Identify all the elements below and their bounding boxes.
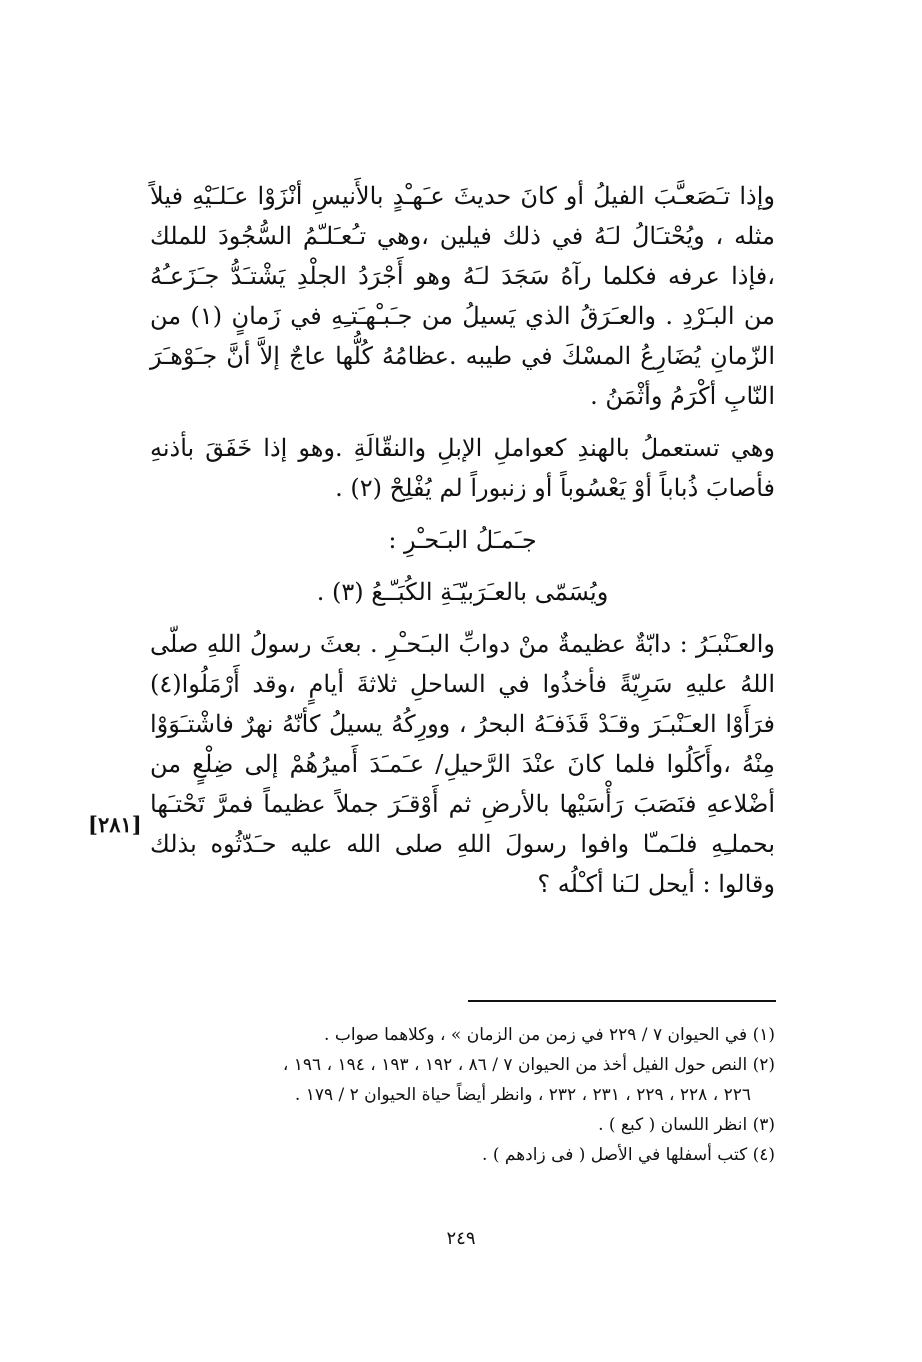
footnote-3: (٣) انظر اللسان ( كبع ) .: [598, 1115, 775, 1135]
section-subheading: ويُسَمّى بالعـَرَبيّـَةِ الكُبَـّـعُ (٣) .: [316, 578, 609, 606]
paragraph-elephant-use: وهي تستعملُ بالهندِ كعواملِ الإبلِ والنقّالَةِ .وهو إذا خَفَقَ بأذنهِ فأصابَ ذُباباً أوْ يَعْسُوباً أو زنبوراً لم يُفْلِحْ (٢) .: [150, 434, 775, 502]
page-number: ٢٤٩: [446, 1228, 476, 1249]
margin-page-reference: [٢٨١]: [88, 812, 142, 837]
footnote-divider: [468, 1000, 776, 1002]
section-heading: جـَمـَلُ البـَحـْرِ :: [388, 526, 537, 554]
main-text: [150, 176, 775, 916]
footnote-4: (٤) كتب أسفلها في الأصل ( فى زادهم ) .: [482, 1145, 775, 1165]
footnotes: [150, 1020, 775, 1170]
footnote-2-continued: ٢٢٦ ، ٢٢٨ ، ٢٢٩ ، ٢٣١ ، ٢٣٢ ، وانظر أيضاً حياة الحيوان ٢ / ١٧٩ .: [294, 1085, 751, 1105]
footnote-2: (٢) النص حول الفيل أخذ من الحيوان ٧ / ٨٦ ، ١٩٢ ، ١٩٣ ، ١٩٤ ، ١٩٦ ،: [282, 1055, 775, 1075]
paragraph-ambergris: والعـَنْبـَرُ : دابّةٌ عظيمةٌ منْ دوابِّ البـَحـْرِ . بعثَ رسولُ اللهِ صلّى اللهُ عليهِ سَرِيّةً فأخذُوا في الساحلِ ثلاثةَ أيامٍ ،وقد أَرْمَلُوا(٤) فرَأَوْا العـَنْبـَرَ وقـَدْ قَذَفـَهُ البحرُ ، وورِكُهُ يسيلُ كأنّهُ نهرٌ فاشْتـَوَوْا مِنْهُ ،وأَكَلُوا فلما كانَ عنْدَ الرَّحيلِ/ عـَمـَدَ أَميرُهُمْ إلى ضِلْعٍ من أضْلاعهِ فنَصَبَ رَأْسَيْها بالأرضِ ثم أَوْقـَرَ جملاً عظيماً فمرَّ تَحْتـَها بحملـِهِ فلـَمـّا وافوا رسولَ اللهِ صلى الله عليه حـَدّثُوه بذلك وقالوا : أيحل لـَنا أكـْلُه ؟: [150, 630, 775, 898]
footnote-1: (١) في الحيوان ٧ / ٢٢٩ في زمن من الزمان » ، وكلاهما صواب .: [324, 1025, 775, 1045]
paragraph-elephant: وإذا تـَصَعـَّبَ الفيلُ أو كانَ حديثَ عـَهـْدٍ بالأَنيسِ أنْزَوْا عـَلـَيْهِ فيلاً مثله ، ويُحْتـَالُ لـَهُ في ذلك فيلين ،وهي تـُعـَلـّمُ السُّجُودَ للملك ،فإذا عرفه فكلما رآهُ سَجَدَ لـَهُ وهو أَجْرَدُ الجلْدِ يَشْتـَدُّ جـَزَعـُهُ من البـَرْدِ . والعـَرَقُ الذي يَسيلُ من جـَبـْهـَتـِهِ في زَمانٍ (١) من الزّمانِ يُضَارِعُ المسْكَ في طيبه .عظامُهُ كُلُّها عاجٌ إلاَّ أنَّ جـَوْهـَرَ النّابِ أكْرَمُ وأثْمَنُ .: [150, 182, 775, 410]
